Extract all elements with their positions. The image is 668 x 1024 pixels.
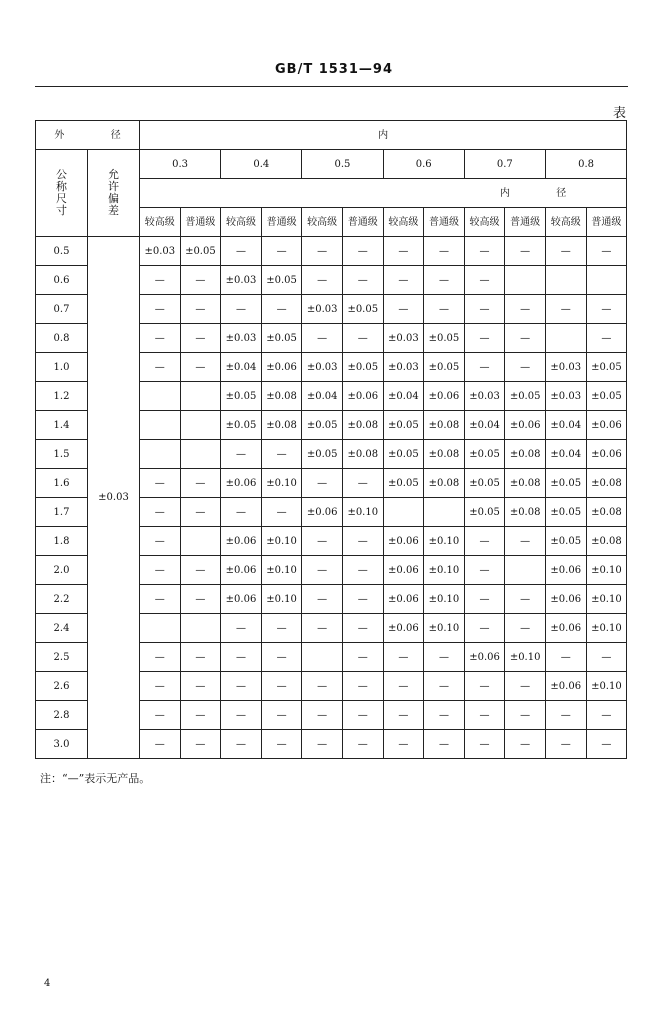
table-cell: ±0.04 — [383, 382, 424, 411]
table-cell: ±0.10 — [342, 498, 383, 527]
table-cell: ±0.04 — [464, 411, 505, 440]
table-cell: — — [221, 295, 262, 324]
table-cell: — — [140, 498, 181, 527]
table-cell: — — [261, 701, 302, 730]
table-cell: — — [545, 643, 586, 672]
tolerance-label-1: 允 — [108, 167, 119, 181]
table-cell: — — [464, 324, 505, 353]
table-cell: — — [302, 585, 343, 614]
grade-header-cell: 普通级 — [180, 208, 221, 237]
table-cell: ±0.05 — [545, 469, 586, 498]
table-cell: — — [383, 701, 424, 730]
table-cell: — — [180, 643, 221, 672]
table-cell: ±0.05 — [424, 324, 465, 353]
table-cell: — — [261, 614, 302, 643]
table-cell: — — [383, 266, 424, 295]
table-cell: — — [464, 730, 505, 759]
table-cell: ±0.04 — [545, 440, 586, 469]
nominal-size-cell: 1.5 — [36, 440, 88, 469]
grade-header-cell: 普通级 — [424, 208, 465, 237]
grade-header-cell: 较高级 — [464, 208, 505, 237]
table-cell: — — [180, 353, 221, 382]
grade-header-cell: 较高级 — [302, 208, 343, 237]
table-cell: ±0.05 — [221, 382, 262, 411]
table-cell: ±0.03 — [221, 324, 262, 353]
table-cell — [302, 643, 343, 672]
table-cell: ±0.05 — [505, 382, 546, 411]
table-cell: ±0.06 — [383, 585, 424, 614]
table-cell: ±0.03 — [545, 353, 586, 382]
size-label-1: 公 — [56, 167, 67, 181]
table-cell: ±0.05 — [342, 295, 383, 324]
table-cell — [140, 411, 181, 440]
table-cell: — — [140, 469, 181, 498]
table-cell: ±0.05 — [424, 353, 465, 382]
table-cell: ±0.10 — [586, 556, 627, 585]
table-cell: ±0.06 — [424, 382, 465, 411]
table-cell: ±0.10 — [505, 643, 546, 672]
table-cell: ±0.10 — [424, 585, 465, 614]
inner-diameter-label-1: 内 — [499, 187, 510, 199]
table-cell: — — [424, 643, 465, 672]
nominal-size-cell: 1.2 — [36, 382, 88, 411]
inner-label: 内 — [378, 129, 389, 141]
table-cell: ±0.08 — [586, 469, 627, 498]
table-cell: ±0.05 — [545, 498, 586, 527]
table-cell — [180, 382, 221, 411]
tolerance-label-3: 偏 — [108, 192, 119, 205]
table-cell: — — [424, 701, 465, 730]
table-cell: — — [342, 324, 383, 353]
table-cell — [505, 556, 546, 585]
inner-diameter-label-2: 径 — [556, 187, 567, 199]
table-cell: — — [302, 237, 343, 266]
table-cell: ±0.08 — [342, 411, 383, 440]
table-cell: — — [545, 730, 586, 759]
table-cell: — — [383, 643, 424, 672]
table-cell: ±0.04 — [221, 353, 262, 382]
table-cell — [424, 498, 465, 527]
table-cell: — — [302, 730, 343, 759]
grade-header-cell: 普通级 — [505, 208, 546, 237]
table-cell: ±0.08 — [586, 527, 627, 556]
table-cell: — — [180, 266, 221, 295]
table-cell: ±0.06 — [586, 440, 627, 469]
grade-header-cell: 较高级 — [221, 208, 262, 237]
table-cell: — — [424, 672, 465, 701]
table-cell: ±0.06 — [383, 527, 424, 556]
table-cell: — — [342, 614, 383, 643]
table-cell: ±0.05 — [221, 411, 262, 440]
table-cell: ±0.05 — [586, 382, 627, 411]
section-size-2: 0.5 — [302, 150, 383, 179]
table-cell: — — [464, 614, 505, 643]
table-cell: ±0.06 — [545, 614, 586, 643]
nominal-size-cell: 1.6 — [36, 469, 88, 498]
inner-diameter-header — [140, 179, 627, 208]
table-cell: — — [424, 237, 465, 266]
table-cell: — — [464, 556, 505, 585]
table-cell: ±0.06 — [342, 382, 383, 411]
table-cell — [180, 440, 221, 469]
table-cell: — — [505, 701, 546, 730]
nominal-size-header — [36, 150, 88, 237]
nominal-size-cell: 0.5 — [36, 237, 88, 266]
table-cell — [180, 527, 221, 556]
nominal-size-cell: 2.4 — [36, 614, 88, 643]
table-cell: ±0.03 — [464, 382, 505, 411]
table-cell: ±0.04 — [545, 411, 586, 440]
table-cell: — — [383, 730, 424, 759]
grade-header-cell: 普通级 — [261, 208, 302, 237]
table-cell — [586, 266, 627, 295]
table-cell: — — [545, 295, 586, 324]
table-cell: — — [464, 266, 505, 295]
tolerance-header — [88, 150, 140, 237]
table-cell: ±0.08 — [586, 498, 627, 527]
table-cell: ±0.05 — [342, 353, 383, 382]
nominal-size-cell: 1.7 — [36, 498, 88, 527]
table-cell: ±0.10 — [424, 527, 465, 556]
table-cell: — — [342, 556, 383, 585]
table-cell: — — [221, 237, 262, 266]
table-cell: ±0.08 — [424, 411, 465, 440]
document-header: GB/T 1531—94 — [275, 62, 393, 77]
table-cell: ±0.06 — [383, 556, 424, 585]
table-cell: — — [140, 295, 181, 324]
table-cell: ±0.05 — [383, 469, 424, 498]
grade-header-cell: 较高级 — [140, 208, 181, 237]
table-cell: — — [221, 672, 262, 701]
outer-diameter-header — [36, 121, 140, 150]
table-cell: — — [140, 672, 181, 701]
table-cell: ±0.06 — [545, 672, 586, 701]
table-cell: — — [545, 701, 586, 730]
table-cell: ±0.10 — [261, 585, 302, 614]
nominal-size-cell: 2.0 — [36, 556, 88, 585]
table-cell: — — [140, 701, 181, 730]
table-cell: — — [221, 614, 262, 643]
grade-header-cell: 较高级 — [383, 208, 424, 237]
tolerance-cell: ±0.03 — [88, 237, 140, 759]
table-cell: — — [424, 730, 465, 759]
table-cell: ±0.06 — [261, 353, 302, 382]
table-cell: ±0.03 — [383, 353, 424, 382]
table-cell: ±0.05 — [180, 237, 221, 266]
table-cell: — — [180, 295, 221, 324]
table-cell: ±0.05 — [545, 527, 586, 556]
table-cell: — — [140, 585, 181, 614]
table-cell: — — [342, 643, 383, 672]
table-cell: — — [342, 266, 383, 295]
nominal-size-cell: 3.0 — [36, 730, 88, 759]
table-cell: — — [221, 440, 262, 469]
table-cell: ±0.03 — [140, 237, 181, 266]
table-cell: — — [586, 324, 627, 353]
size-label-3: 尺 — [56, 192, 67, 205]
table-cell: — — [424, 295, 465, 324]
table-cell: ±0.06 — [221, 585, 262, 614]
table-cell: ±0.08 — [505, 469, 546, 498]
nominal-size-cell: 2.2 — [36, 585, 88, 614]
table-cell: — — [261, 295, 302, 324]
table-cell: — — [140, 324, 181, 353]
table-cell: ±0.08 — [505, 498, 546, 527]
size-label-2: 称 — [56, 179, 67, 193]
table-cell: ±0.05 — [464, 498, 505, 527]
nominal-size-cell: 1.0 — [36, 353, 88, 382]
table-cell: — — [180, 730, 221, 759]
table-cell — [180, 614, 221, 643]
table-cell: — — [342, 730, 383, 759]
outer-label-1: 外 — [54, 129, 65, 141]
table-cell: — — [140, 556, 181, 585]
table-cell: ±0.05 — [302, 440, 343, 469]
table-cell: ±0.08 — [342, 440, 383, 469]
table-cell: — — [180, 556, 221, 585]
table-cell: — — [505, 730, 546, 759]
table-cell: ±0.05 — [261, 266, 302, 295]
table-cell — [140, 440, 181, 469]
table-cell: ±0.08 — [505, 440, 546, 469]
table-cell: — — [464, 295, 505, 324]
table-cell — [140, 382, 181, 411]
table-cell: — — [464, 585, 505, 614]
table-cell: ±0.03 — [383, 324, 424, 353]
table-cell: ±0.03 — [302, 353, 343, 382]
table-cell: ±0.10 — [261, 556, 302, 585]
table-cell: — — [180, 672, 221, 701]
table-cell: ±0.05 — [586, 353, 627, 382]
table-cell: ±0.10 — [424, 556, 465, 585]
table-cell: — — [383, 237, 424, 266]
table-cell: ±0.06 — [586, 411, 627, 440]
table-cell: — — [342, 672, 383, 701]
nominal-size-cell: 2.6 — [36, 672, 88, 701]
table-cell: — — [180, 469, 221, 498]
table-cell: ±0.06 — [464, 643, 505, 672]
table-cell: — — [424, 266, 465, 295]
table-cell: — — [221, 730, 262, 759]
table-cell: — — [140, 527, 181, 556]
section-size-5: 0.8 — [545, 150, 626, 179]
table-cell: — — [221, 701, 262, 730]
table-cell: ±0.05 — [464, 469, 505, 498]
table-cell: — — [140, 730, 181, 759]
table-cell: — — [261, 643, 302, 672]
table-cell: — — [140, 643, 181, 672]
table-cell: — — [302, 556, 343, 585]
table-cell: ±0.08 — [261, 382, 302, 411]
table-cell: ±0.10 — [586, 672, 627, 701]
tolerance-label-4: 差 — [108, 204, 119, 218]
nominal-size-cell: 0.7 — [36, 295, 88, 324]
table-cell: — — [464, 672, 505, 701]
table-cell: ±0.06 — [505, 411, 546, 440]
table-label: 表 — [612, 106, 626, 121]
table-cell: ±0.05 — [261, 324, 302, 353]
table-cell: — — [545, 237, 586, 266]
nominal-size-cell: 2.5 — [36, 643, 88, 672]
table-cell: — — [342, 585, 383, 614]
section-size-1: 0.4 — [221, 150, 302, 179]
table-cell — [545, 324, 586, 353]
table-cell: — — [302, 266, 343, 295]
table-cell: ±0.06 — [302, 498, 343, 527]
table-cell: ±0.04 — [302, 382, 343, 411]
size-label-4: 寸 — [56, 204, 67, 218]
table-cell: — — [221, 643, 262, 672]
table-cell: — — [180, 701, 221, 730]
table-cell: — — [342, 469, 383, 498]
table-cell: — — [586, 643, 627, 672]
nominal-size-cell: 1.8 — [36, 527, 88, 556]
table-cell: — — [383, 672, 424, 701]
table-cell — [505, 266, 546, 295]
table-cell: — — [221, 498, 262, 527]
table-cell — [383, 498, 424, 527]
table-cell: ±0.10 — [261, 469, 302, 498]
table-cell: ±0.08 — [424, 469, 465, 498]
footnote: 注：“—”表示无产品。 — [40, 772, 151, 785]
table-cell: — — [302, 527, 343, 556]
table-cell: — — [505, 527, 546, 556]
table-cell: — — [586, 237, 627, 266]
table-cell: — — [505, 585, 546, 614]
section-size-3: 0.6 — [383, 150, 464, 179]
table-cell: — — [302, 469, 343, 498]
table-cell: — — [180, 498, 221, 527]
table-cell: — — [586, 701, 627, 730]
table-cell: — — [342, 527, 383, 556]
table-cell: — — [586, 730, 627, 759]
table-cell: — — [180, 324, 221, 353]
table-row — [36, 237, 627, 266]
table-cell: — — [342, 701, 383, 730]
table-cell: ±0.05 — [383, 440, 424, 469]
table-cell: — — [261, 498, 302, 527]
grade-header-cell: 较高级 — [545, 208, 586, 237]
table-cell: — — [505, 295, 546, 324]
table-cell: ±0.03 — [302, 295, 343, 324]
table-cell: — — [302, 614, 343, 643]
section-size-0: 0.3 — [140, 150, 221, 179]
table-cell — [180, 411, 221, 440]
table-cell: — — [505, 614, 546, 643]
table-cell: ±0.06 — [221, 469, 262, 498]
grade-header-cell: 普通级 — [342, 208, 383, 237]
nominal-size-cell: 1.4 — [36, 411, 88, 440]
nominal-size-cell: 0.8 — [36, 324, 88, 353]
section-size-4: 0.7 — [464, 150, 545, 179]
table-cell: ±0.05 — [383, 411, 424, 440]
table-cell: — — [140, 353, 181, 382]
table-cell: ±0.10 — [424, 614, 465, 643]
table-cell: — — [464, 701, 505, 730]
table-cell — [545, 266, 586, 295]
table-cell: — — [261, 440, 302, 469]
table-cell: — — [464, 527, 505, 556]
table-cell: — — [302, 324, 343, 353]
table-cell: — — [505, 672, 546, 701]
page-number: 4 — [44, 978, 51, 989]
table-cell: ±0.05 — [302, 411, 343, 440]
table-cell: ±0.06 — [221, 556, 262, 585]
table-cell: ±0.06 — [545, 585, 586, 614]
table-cell: — — [180, 585, 221, 614]
table-cell: — — [302, 672, 343, 701]
table-cell: — — [261, 730, 302, 759]
table-cell: ±0.03 — [545, 382, 586, 411]
table-cell: ±0.08 — [261, 411, 302, 440]
table-cell: ±0.03 — [221, 266, 262, 295]
table-cell: — — [342, 237, 383, 266]
table-cell: — — [505, 237, 546, 266]
table-cell: ±0.10 — [586, 614, 627, 643]
table-cell: — — [261, 672, 302, 701]
dimension-table — [35, 120, 627, 759]
grade-header-cell: 普通级 — [586, 208, 627, 237]
table-cell: ±0.05 — [464, 440, 505, 469]
table-cell: — — [261, 237, 302, 266]
table-cell: ±0.08 — [424, 440, 465, 469]
header-rule — [35, 86, 628, 87]
nominal-size-cell: 0.6 — [36, 266, 88, 295]
table-cell: ±0.06 — [383, 614, 424, 643]
table-cell: — — [464, 237, 505, 266]
table-cell: — — [505, 353, 546, 382]
table-cell: — — [464, 353, 505, 382]
table-cell — [140, 614, 181, 643]
nominal-size-cell: 2.8 — [36, 701, 88, 730]
table-cell: — — [302, 701, 343, 730]
table-cell: — — [383, 295, 424, 324]
table-cell: ±0.10 — [586, 585, 627, 614]
table-cell: ±0.06 — [221, 527, 262, 556]
table-cell: — — [586, 295, 627, 324]
tolerance-label-2: 许 — [108, 179, 119, 193]
inner-header — [140, 121, 627, 150]
table-cell: — — [505, 324, 546, 353]
table-cell: — — [140, 266, 181, 295]
table-cell: ±0.10 — [261, 527, 302, 556]
table-cell: ±0.06 — [545, 556, 586, 585]
outer-label-2: 径 — [110, 129, 121, 141]
